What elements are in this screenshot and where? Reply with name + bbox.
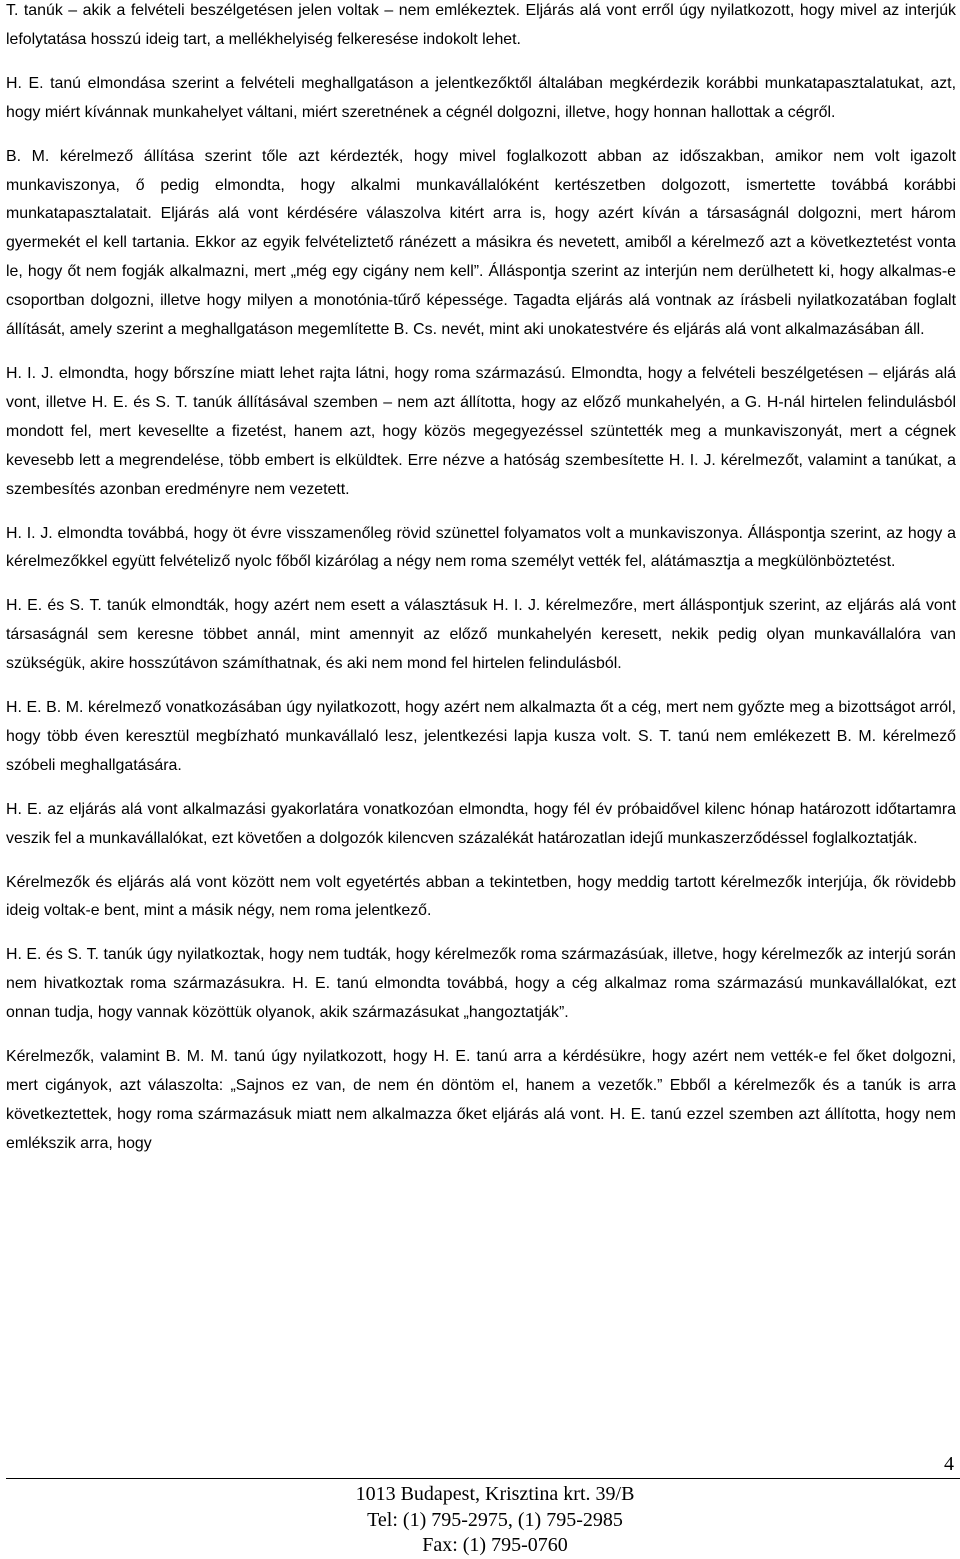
paragraph-2: H. E. tanú elmondása szerint a felvételi meghallgatáson a jelentkezőktől általában megkérdezik korábbi munkatapasztalatukat, azt, hogy miért kívánnak munkahelyet váltani, miért szeretnének a cégnél dolgozni, illetve, hogy honnan hallottak a cégről. [6,74,956,121]
footer-divider [6,1478,960,1479]
paragraph-8: H. E. az eljárás alá vont alkalmazási gyakorlatára vonatkozóan elmondta, hogy fél év próbaidővel kilenc hónap határozott időtartamra veszik fel a munkavállalókat, ezt követően a dolgozók kilencven százalékát határozatlan idejű munkaszerződéssel foglalkoztatják. [6,800,956,847]
paragraph-3: B. M. kérelmező állítása szerint tőle azt kérdezték, hogy mivel foglalkozott abban az időszakban, amikor nem volt igazolt munkaviszonya, ő pedig elmondta, hogy alkalmi munkavállalóként kertészetben dolgozott, ismertette továbbá korábbi munkatapasztalatait. Eljárás alá vont kérdésére válaszolva kitért arra is, hogy azért kíván a társaságnál dolgozni, mert három gyermekét el kell tartania. Ekkor az egyik felvételiztető ránézett a másikra és nevetett, amiből a kérelmező azt a következtetést vonta le, hogy őt nem fogják alkalmazni, mert „még egy cigány nem kell”. Álláspontja szerint az interjún nem derülhetett ki, hogy alkalmas-e csoportban dolgozni, illetve hogy milyen a monotónia-tűrő képessége. Tagadta eljárás alá vontnak az írásbeli nyilatkozatában foglalt állítását, amely szerint a meghallgatáson megemlítette B. Cs. nevét, mint aki unokatestvére és eljárás alá vont alkalmazásában áll. [6,147,956,339]
paragraph-11: Kérelmezők, valamint B. M. M. tanú úgy nyilatkozott, hogy H. E. tanú arra a kérdésükre, hogy azért nem vették-e fel őket dolgozni, mert cigányok, azt válaszolta: „Sajnos ez van, de nem én döntöm el, hanem a vezetők.” Ebből a kérelmezők és a tanúk is arra következtettek, hogy roma származásuk miatt nem alkalmazza őket eljárás alá vont. H. E. tanú ezzel szemben azt állította, hogy nem emlékszik arra, hogy [6,1048,956,1152]
page-footer [0,1482,960,1559]
footer-address: 1013 Budapest, Krisztina krt. 39/B [355,1483,635,1505]
paragraph-5: H. I. J. elmondta továbbá, hogy öt évre visszamenőleg rövid szünettel folyamatos volt a munkaviszonya. Álláspontja szerint, az hogy a kérelmezőkkel együtt felvételiző nyolc főből kizárólag a négy nem roma személyt vették fel, alátámasztja a megkülönböztetést. [6,524,956,571]
paragraph-9: Kérelmezők és eljárás alá vont között nem volt egyetértés abban a tekintetben, hogy meddig tartott kérelmezők interjúja, ők rövidebb ideig voltak-e bent, mint a másik négy, nem roma jelentkező. [6,873,956,920]
paragraph-6: H. E. és S. T. tanúk elmondták, hogy azért nem esett a választásuk H. I. J. kérelmezőre, mert álláspontjuk szerint, az eljárás alá vont társaságnál sem keresne többet annál, mint amennyit az előző munkahelyén keresett, nekik pedig olyan munkavállalóra van szükségük, akire hosszútávon számíthatnak, és aki nem mond fel hirtelen felindulásból. [6,597,956,673]
paragraph-10: H. E. és S. T. tanúk úgy nyilatkoztak, hogy nem tudták, hogy kérelmezők roma származásúak, illetve, hogy kérelmezők az interjú során nem hivatkoztak roma származásukra. H. E. tanú elmondta továbbá, hogy a cég alkalmaz roma származású munkavállalókat, ezt onnan tudja, hogy vannak közöttük olyanok, akik származásukat „hangoztatják”. [6,946,956,1022]
document-body [6,0,956,1174]
footer-phone: Tel: (1) 795-2975, (1) 795-2985 [367,1508,623,1531]
paragraph-1: T. tanúk – akik a felvételi beszélgetésen jelen voltak – nem emlékeztek. Eljárás alá vont erről úgy nyilatkozott, hogy mivel az interjúk lefolytatása hosszú ideig tart, a mellékhelyiség felkeresése indokolt lehet. [6,2,956,48]
paragraph-4: H. I. J. elmondta, hogy bőrszíne miatt lehet rajta látni, hogy roma származású. Elmondta, hogy a felvételi beszélgetésen – eljárás alá vont, illetve H. E. és S. T. tanúk állításával szemben – nem azt állította, hogy az előző munkahelyén, a G. H-nál hirtelen felindulásból mondott fel, mert kevesellte a fizetést, hanem azt, hogy közös megegyezéssel szüntették meg a munkaviszonyát, mert a cégnek kevesebb lett a megrendelése, több embert is elküldtek. Erre nézve a hatóság szembesítette H. I. J. kérelmezőt, valamint a tanúkat, a szembesítés azonban eredményre nem vezetett. [6,364,956,498]
footer-fax: Fax: (1) 795-0760 [422,1534,568,1556]
paragraph-7: H. E. B. M. kérelmező vonatkozásában úgy nyilatkozott, hogy azért nem alkalmazta őt a cég, mert nem győzte meg a bizottságot arról, hogy több éven keresztül megbízható munkavállaló lesz, jelentkezési lapja kusza volt. S. T. tanú nem emlékezett B. M. kérelmező szóbeli meghallgatására. [6,699,956,774]
page-number: 4 [944,1453,954,1475]
